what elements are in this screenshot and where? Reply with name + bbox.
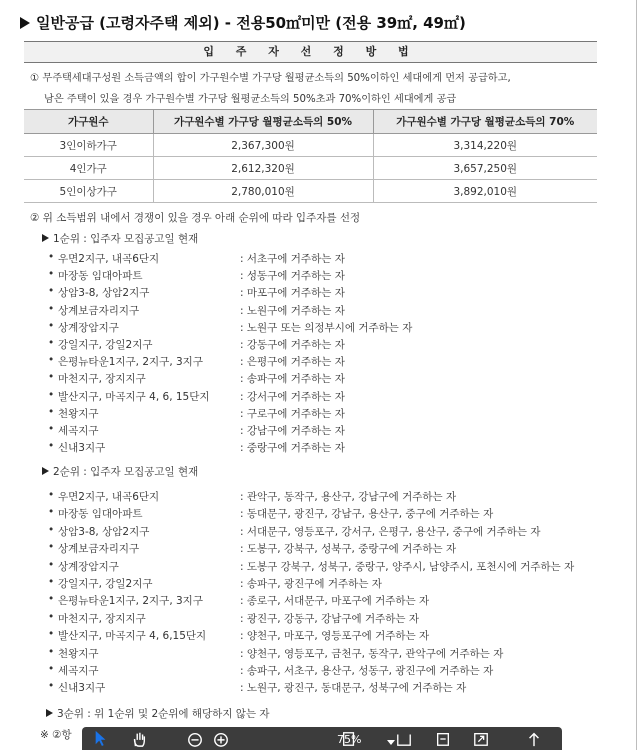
bullet-dot: •: [48, 680, 55, 693]
table-row: [24, 157, 597, 180]
list-item: [48, 440, 628, 457]
list-item: [48, 680, 628, 697]
hand-tool-icon[interactable]: [130, 731, 148, 747]
zoom-in-icon[interactable]: [212, 731, 230, 747]
list-item: [48, 489, 628, 506]
bullet-dot: •: [48, 405, 55, 418]
district-name: 은평뉴타운1지구, 2지구, 3지구: [58, 595, 203, 608]
household-size-cell: 4인가구: [24, 157, 153, 180]
rank2-heading: 2순위 : 입주자 모집공고일 현재: [42, 464, 198, 479]
page-edge: [636, 0, 637, 750]
page-view-icon[interactable]: [340, 731, 358, 747]
residence-requirement: : 송파구, 서초구, 용산구, 성동구, 광진구에 거주하는 자: [240, 665, 494, 677]
bullet-dot: •: [48, 593, 55, 606]
district-name: 상암3-8, 상암2지구: [58, 287, 150, 300]
district-name: 마장동 임대아파트: [58, 508, 143, 521]
bullet-dot: •: [48, 576, 55, 588]
residence-requirement: : 강서구에 거주하는 자: [240, 390, 345, 403]
rank1-heading: 1순위 : 입주자 모집공고일 현재: [42, 231, 198, 246]
list-item: [48, 285, 628, 302]
household-size-cell: 5인이상가구: [24, 180, 153, 203]
residence-requirement: : 양천구, 마포구, 영등포구에 거주하는 자: [240, 630, 430, 643]
district-name: 신내3지구: [58, 682, 106, 695]
select-pointer-icon[interactable]: [92, 730, 110, 746]
district-name: 우면2지구, 내곡6단지: [58, 491, 160, 503]
residence-requirement: : 구로구에 거주하는 자: [240, 407, 345, 420]
residence-requirement: : 강동구에 거주하는 자: [240, 339, 345, 351]
supply-note-line2: 남은 주택이 있을 경우 가구원수별 가구당 월평균소득의 50%초과 70%이하인 세대에게 공급: [44, 94, 457, 105]
list-item: [48, 576, 628, 593]
column-header: 가구원수별 가구당 월평균소득의 50%: [153, 110, 373, 134]
zoom-level-dropdown[interactable]: 75%: [337, 733, 362, 746]
district-name: 천왕지구: [58, 407, 99, 420]
income-50-cell: 2,612,320원: [153, 157, 373, 180]
district-name: 신내3지구: [58, 442, 106, 455]
district-name: 우면2지구, 내곡6단지: [58, 253, 160, 265]
footnote-partial: ※ ②항: [40, 729, 72, 741]
bullet-dot: •: [48, 628, 55, 641]
supply-note-line1: ① 무주택세대구성원 소득금액의 합이 가구원수별 가구당 월평균소득의 50%이하인 세대에게 먼저 공급하고,: [30, 73, 511, 84]
district-name: 상계보금자리지구: [58, 543, 140, 556]
income-50-cell: 2,367,300원: [153, 134, 373, 157]
residence-requirement: : 송파구, 광진구에 거주하는 자: [240, 578, 382, 590]
list-item: [48, 354, 628, 371]
list-item: [48, 337, 628, 354]
district-name: 마천지구, 장지지구: [58, 612, 146, 625]
list-item: [48, 524, 628, 541]
bullet-dot: •: [48, 440, 55, 453]
residence-requirement: : 중랑구에 거주하는 자: [240, 442, 345, 455]
district-name: 상계장암지구: [58, 560, 119, 573]
bullet-dot: •: [48, 489, 55, 501]
residence-requirement: : 강남구에 거주하는 자: [240, 425, 345, 437]
list-item: [48, 646, 628, 663]
bullet-dot: •: [48, 251, 55, 263]
fullscreen-icon[interactable]: [472, 731, 490, 747]
list-item: [48, 593, 628, 610]
bullet-dot: •: [48, 610, 55, 623]
income-table: [24, 109, 597, 203]
district-name: 상계장암지구: [58, 321, 119, 334]
district-name: 상암3-8, 상암2지구: [58, 525, 150, 538]
bullet-dot: •: [48, 268, 55, 281]
bullet-dot: •: [48, 337, 55, 349]
table-row: [24, 180, 597, 203]
district-name: 강일지구, 강일2지구: [58, 339, 153, 351]
residence-requirement: : 도봉구 강북구, 성북구, 중랑구, 양주시, 남양주시, 포천시에 거주하는 자: [240, 560, 575, 573]
list-item: [48, 559, 628, 576]
district-name: 발산지구, 마곡지구 4, 6, 15단지: [58, 390, 210, 403]
residence-requirement: : 노원구, 광진구, 동대문구, 성북구에 거주하는 자: [240, 682, 467, 695]
arrow-bullet-icon: [42, 234, 49, 242]
district-name: 은평뉴타운1지구, 2지구, 3지구: [58, 356, 203, 369]
district-name: 마천지구, 장지지구: [58, 373, 146, 386]
residence-requirement: : 서초구에 거주하는 자: [240, 253, 345, 265]
pdf-toolbar: [82, 727, 562, 750]
list-item: [48, 251, 628, 268]
triangle-bullet-icon: [20, 17, 30, 29]
district-name: 세곡지구: [58, 425, 99, 437]
residence-requirement: : 관악구, 동작구, 용산구, 강남구에 거주하는 자: [240, 491, 457, 503]
list-item: [48, 423, 628, 440]
bullet-dot: •: [48, 541, 55, 554]
column-header: 가구원수: [24, 110, 153, 134]
income-70-cell: 3,657,250원: [373, 157, 597, 180]
list-item: [48, 663, 628, 680]
arrow-bullet-icon: [42, 467, 49, 475]
residence-requirement: : 광진구, 강동구, 강남구에 거주하는 자: [240, 612, 420, 625]
residence-requirement: : 은평구에 거주하는 자: [240, 356, 345, 369]
bullet-dot: •: [48, 319, 55, 332]
list-item: [48, 389, 628, 406]
bullet-dot: •: [48, 388, 55, 401]
rotate-icon[interactable]: [434, 731, 452, 747]
bullet-dot: •: [48, 663, 55, 675]
bullet-dot: •: [48, 371, 55, 384]
list-item: [48, 541, 628, 558]
residence-requirement: : 양천구, 영등포구, 금천구, 동작구, 관악구에 거주하는 자: [240, 647, 504, 660]
bullet-dot: •: [48, 302, 55, 315]
upload-arrow-icon[interactable]: [525, 731, 543, 747]
list-item: [48, 628, 628, 645]
bullet-dot: •: [48, 558, 55, 571]
bullet-dot: •: [48, 285, 55, 298]
income-50-cell: 2,780,010원: [153, 180, 373, 203]
residence-requirement: : 동대문구, 광진구, 강남구, 용산구, 중구에 거주하는 자: [240, 508, 494, 521]
residence-requirement: : 성동구에 거주하는 자: [240, 270, 345, 283]
column-header: 가구원수별 가구당 월평균소득의 70%: [373, 110, 597, 134]
bullet-dot: •: [48, 354, 55, 367]
list-item: [48, 611, 628, 628]
residence-requirement: : 마포구에 거주하는 자: [240, 287, 345, 300]
district-name: 강일지구, 강일2지구: [58, 578, 153, 590]
list-item: [48, 320, 628, 337]
district-name: 상계보금자리지구: [58, 304, 140, 317]
district-name: 발산지구, 마곡지구 4, 6,15단지: [58, 630, 207, 643]
table-row: [24, 134, 597, 157]
residence-requirement: : 노원구 또는 의정부시에 거주하는 자: [240, 321, 413, 334]
residence-requirement: : 서대문구, 영등포구, 강서구, 은평구, 용산구, 중구에 거주하는 자: [240, 525, 541, 538]
residence-requirement: : 도봉구, 강북구, 성북구, 중랑구에 거주하는 자: [240, 543, 457, 556]
selection-method-header: 입 주 자 선 정 방 법: [24, 41, 597, 63]
list-item: [48, 268, 628, 285]
section-title: 일반공급 (고령자주택 제외) - 전용50㎡미만 (전용 39㎡, 49㎡): [20, 12, 466, 33]
list-item: [48, 303, 628, 320]
chevron-down-icon[interactable]: [387, 740, 395, 745]
zoom-out-icon[interactable]: [186, 731, 204, 747]
list-item: [48, 506, 628, 523]
bullet-dot: •: [48, 645, 55, 658]
rank3-heading: 3순위 : 위 1순위 및 2순위에 해당하지 않는 자: [46, 706, 270, 721]
district-name: 마장동 임대아파트: [58, 270, 143, 283]
list-item: [48, 371, 628, 388]
bullet-dot: •: [48, 523, 55, 536]
bullet-dot: •: [48, 506, 55, 519]
competition-note: ② 위 소득범위 내에서 경쟁이 있을 경우 아래 순위에 따라 입주자를 선정: [30, 212, 361, 224]
income-70-cell: 3,892,010원: [373, 180, 597, 203]
fit-width-icon[interactable]: [395, 731, 413, 747]
bullet-dot: •: [48, 423, 55, 435]
district-name: 천왕지구: [58, 647, 99, 660]
list-item: [48, 406, 628, 423]
household-size-cell: 3인이하가구: [24, 134, 153, 157]
residence-requirement: : 노원구에 거주하는 자: [240, 304, 345, 317]
residence-requirement: : 종로구, 서대문구, 마포구에 거주하는 자: [240, 595, 430, 608]
income-70-cell: 3,314,220원: [373, 134, 597, 157]
district-name: 세곡지구: [58, 665, 99, 677]
table-header-row: [24, 110, 597, 134]
residence-requirement: : 송파구에 거주하는 자: [240, 373, 345, 386]
arrow-bullet-icon: [46, 709, 53, 717]
